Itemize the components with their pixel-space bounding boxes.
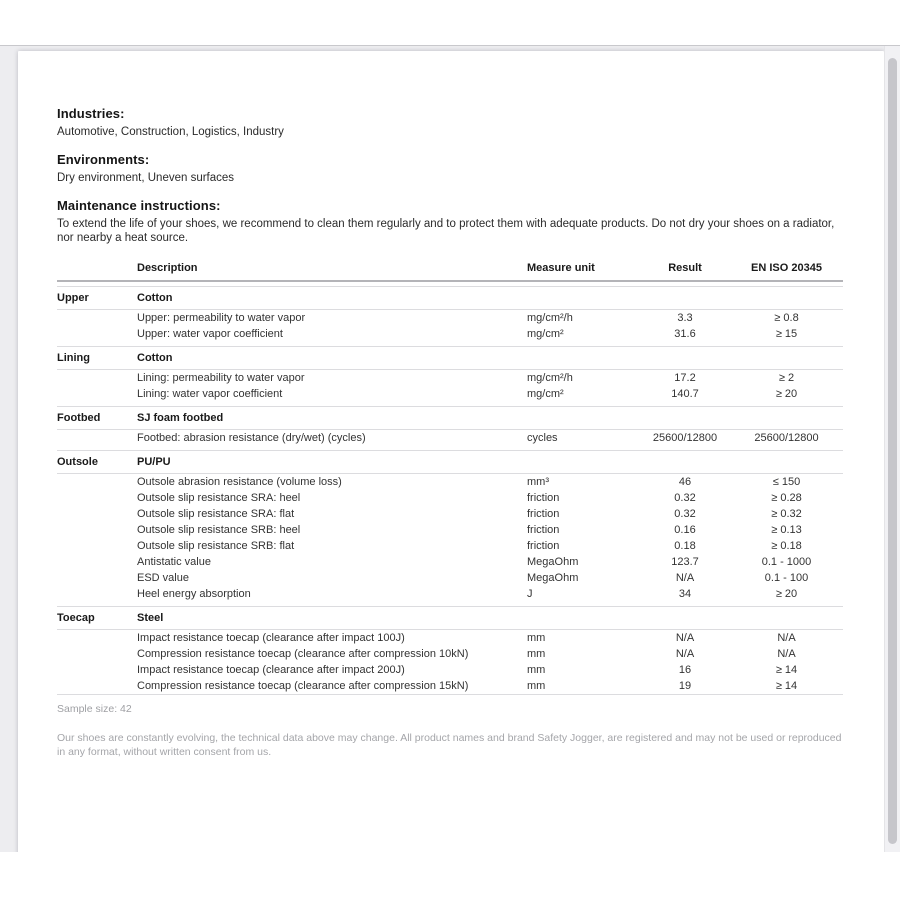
row-en-iso: ≥ 0.28 (771, 491, 802, 504)
row-result: 140.7 (671, 387, 699, 400)
row-measure-unit: friction (527, 523, 560, 536)
document-content (18, 51, 882, 759)
group-category: Toecap (57, 602, 137, 630)
row-description: Compression resistance toecap (clearance after compression 15kN) (137, 679, 469, 692)
row-measure-unit: J (527, 587, 533, 600)
table-row (57, 522, 843, 538)
group-category: Footbed (57, 402, 137, 430)
table-row (57, 646, 843, 662)
group-material: Cotton (137, 342, 843, 370)
row-result: 34 (678, 587, 692, 600)
row-en-iso: N/A (777, 631, 796, 644)
row-category-spacer (57, 586, 137, 602)
row-result: 46 (678, 475, 692, 488)
row-en-iso: ≥ 14 (775, 663, 798, 676)
row-category-spacer (57, 490, 137, 506)
group-material: Steel (137, 602, 843, 630)
document-page (18, 51, 884, 852)
group-material: SJ foam footbed (137, 402, 843, 430)
header-description: Description (137, 262, 527, 281)
row-description: Compression resistance toecap (clearance after compression 10kN) (137, 647, 469, 660)
row-result: 123.7 (671, 555, 699, 568)
row-result: 0.16 (674, 523, 696, 536)
row-description: Antistatic value (137, 555, 211, 568)
maintenance-heading: Maintenance instructions: (57, 198, 221, 213)
group-category: Upper (57, 281, 137, 310)
row-en-iso: ≥ 15 (775, 327, 798, 340)
row-result: 17.2 (674, 371, 696, 384)
maintenance-text: To extend the life of your shoes, we recommend to clean them regularly and to protect them with adequate products. Do not dry your shoes on a radiator, nor nearby a heat source. (57, 218, 835, 244)
row-measure-unit: mg/cm²/h (527, 371, 573, 384)
row-en-iso: ≥ 20 (775, 587, 798, 600)
row-measure-unit: mm (527, 663, 546, 676)
table-row (57, 554, 843, 570)
table-group-header-row (57, 342, 843, 370)
table-row (57, 474, 843, 491)
row-result: 0.18 (674, 539, 696, 552)
row-result: N/A (675, 571, 695, 584)
table-row (57, 586, 843, 602)
table-group-header-row (57, 402, 843, 430)
row-measure-unit: mm³ (527, 475, 549, 488)
group-material: Cotton (137, 281, 843, 310)
row-en-iso: ≥ 0.18 (771, 539, 802, 552)
row-category-spacer (57, 370, 137, 387)
row-description: Outsole slip resistance SRB: heel (137, 523, 301, 536)
table-row (57, 662, 843, 678)
row-measure-unit: MegaOhm (527, 571, 579, 584)
row-description: Outsole slip resistance SRA: flat (137, 507, 295, 520)
row-en-iso: ≤ 150 (772, 475, 801, 488)
row-description: Outsole slip resistance SRB: flat (137, 539, 295, 552)
table-body (57, 281, 843, 695)
scrollbar-track[interactable] (884, 46, 900, 852)
row-measure-unit: mm (527, 631, 546, 644)
row-description: ESD value (137, 571, 189, 584)
row-description: Heel energy absorption (137, 587, 251, 600)
row-en-iso: 25600/12800 (754, 431, 819, 444)
header-measure-unit: Measure unit (527, 262, 640, 281)
row-category-spacer (57, 386, 137, 402)
row-category-spacer (57, 326, 137, 342)
document-viewer (0, 45, 900, 852)
row-category-spacer (57, 570, 137, 586)
scrollbar-thumb[interactable] (888, 58, 897, 844)
row-result: 31.6 (674, 327, 696, 340)
row-result: N/A (675, 631, 695, 644)
table-row (57, 370, 843, 387)
header-category (57, 262, 137, 281)
table-row (57, 630, 843, 647)
header-en-iso: EN ISO 20345 (730, 262, 843, 281)
group-material: PU/PU (137, 446, 843, 474)
table-row (57, 386, 843, 402)
row-result: 0.32 (674, 491, 696, 504)
row-measure-unit: mg/cm²/h (527, 311, 573, 324)
row-description: Upper: permeability to water vapor (137, 311, 306, 324)
row-en-iso: ≥ 14 (775, 679, 798, 692)
table-row (57, 326, 843, 342)
row-result: 16 (678, 663, 692, 676)
row-measure-unit: mm (527, 679, 546, 692)
row-measure-unit: mg/cm² (527, 387, 564, 400)
row-category-spacer (57, 522, 137, 538)
row-result: N/A (675, 647, 695, 660)
row-measure-unit: cycles (527, 431, 558, 444)
row-category-spacer (57, 662, 137, 678)
row-description: Upper: water vapor coefficient (137, 327, 283, 340)
row-en-iso: ≥ 0.13 (771, 523, 802, 536)
row-category-spacer (57, 506, 137, 522)
row-category-spacer (57, 630, 137, 647)
table-row (57, 490, 843, 506)
table-row (57, 570, 843, 586)
row-measure-unit: mg/cm² (527, 327, 564, 340)
row-en-iso: ≥ 2 (778, 371, 795, 384)
row-description: Lining: water vapor coefficient (137, 387, 283, 400)
row-category-spacer (57, 474, 137, 491)
row-category-spacer (57, 646, 137, 662)
industries-text: Automotive, Construction, Logistics, Industry (57, 126, 284, 138)
row-en-iso: 0.1 - 100 (764, 571, 809, 584)
industries-heading: Industries: (57, 106, 125, 121)
table-group-header-row (57, 281, 843, 310)
row-measure-unit: mm (527, 647, 546, 660)
row-en-iso: ≥ 0.32 (771, 507, 802, 520)
row-en-iso: ≥ 20 (775, 387, 798, 400)
table-group-header-row (57, 602, 843, 630)
row-category-spacer (57, 538, 137, 554)
row-measure-unit: friction (527, 539, 560, 552)
row-description: Outsole slip resistance SRA: heel (137, 491, 301, 504)
environments-text: Dry environment, Uneven surfaces (57, 172, 235, 184)
table-header (57, 262, 843, 281)
row-description: Impact resistance toecap (clearance after impact 200J) (137, 663, 405, 676)
row-en-iso: 0.1 - 1000 (761, 555, 812, 568)
row-description: Lining: permeability to water vapor (137, 371, 305, 384)
row-category-spacer (57, 430, 137, 447)
row-measure-unit: friction (527, 491, 560, 504)
row-en-iso: ≥ 0.8 (774, 311, 799, 324)
top-bar (0, 0, 900, 45)
row-description: Impact resistance toecap (clearance after impact 100J) (137, 631, 405, 644)
row-description: Outsole abrasion resistance (volume loss) (137, 475, 342, 488)
sample-size-note: Sample size: 42 (57, 703, 132, 715)
technical-data-table (57, 262, 843, 695)
row-result: 25600/12800 (652, 431, 718, 444)
table-row (57, 538, 843, 554)
row-result: 3.3 (677, 311, 693, 324)
environments-heading: Environments: (57, 152, 150, 167)
group-category: Lining (57, 342, 137, 370)
row-en-iso: N/A (777, 647, 796, 660)
row-measure-unit: friction (527, 507, 560, 520)
table-group-header-row (57, 446, 843, 474)
header-result: Result (640, 262, 730, 281)
row-description: Footbed: abrasion resistance (dry/wet) (cycles) (137, 431, 366, 444)
row-result: 0.32 (674, 507, 696, 520)
row-category-spacer (57, 554, 137, 570)
table-row (57, 678, 843, 695)
row-category-spacer (57, 310, 137, 327)
row-result: 19 (678, 679, 692, 692)
row-measure-unit: MegaOhm (527, 555, 579, 568)
group-category: Outsole (57, 446, 137, 474)
table-row (57, 430, 843, 447)
table-row (57, 506, 843, 522)
table-row (57, 310, 843, 327)
row-category-spacer (57, 678, 137, 695)
legal-note: Our shoes are constantly evolving, the technical data above may change. All product names and brand Safety Jogger, are registered and may not be used or reproduced in any format, without written consent from us. (57, 732, 842, 758)
